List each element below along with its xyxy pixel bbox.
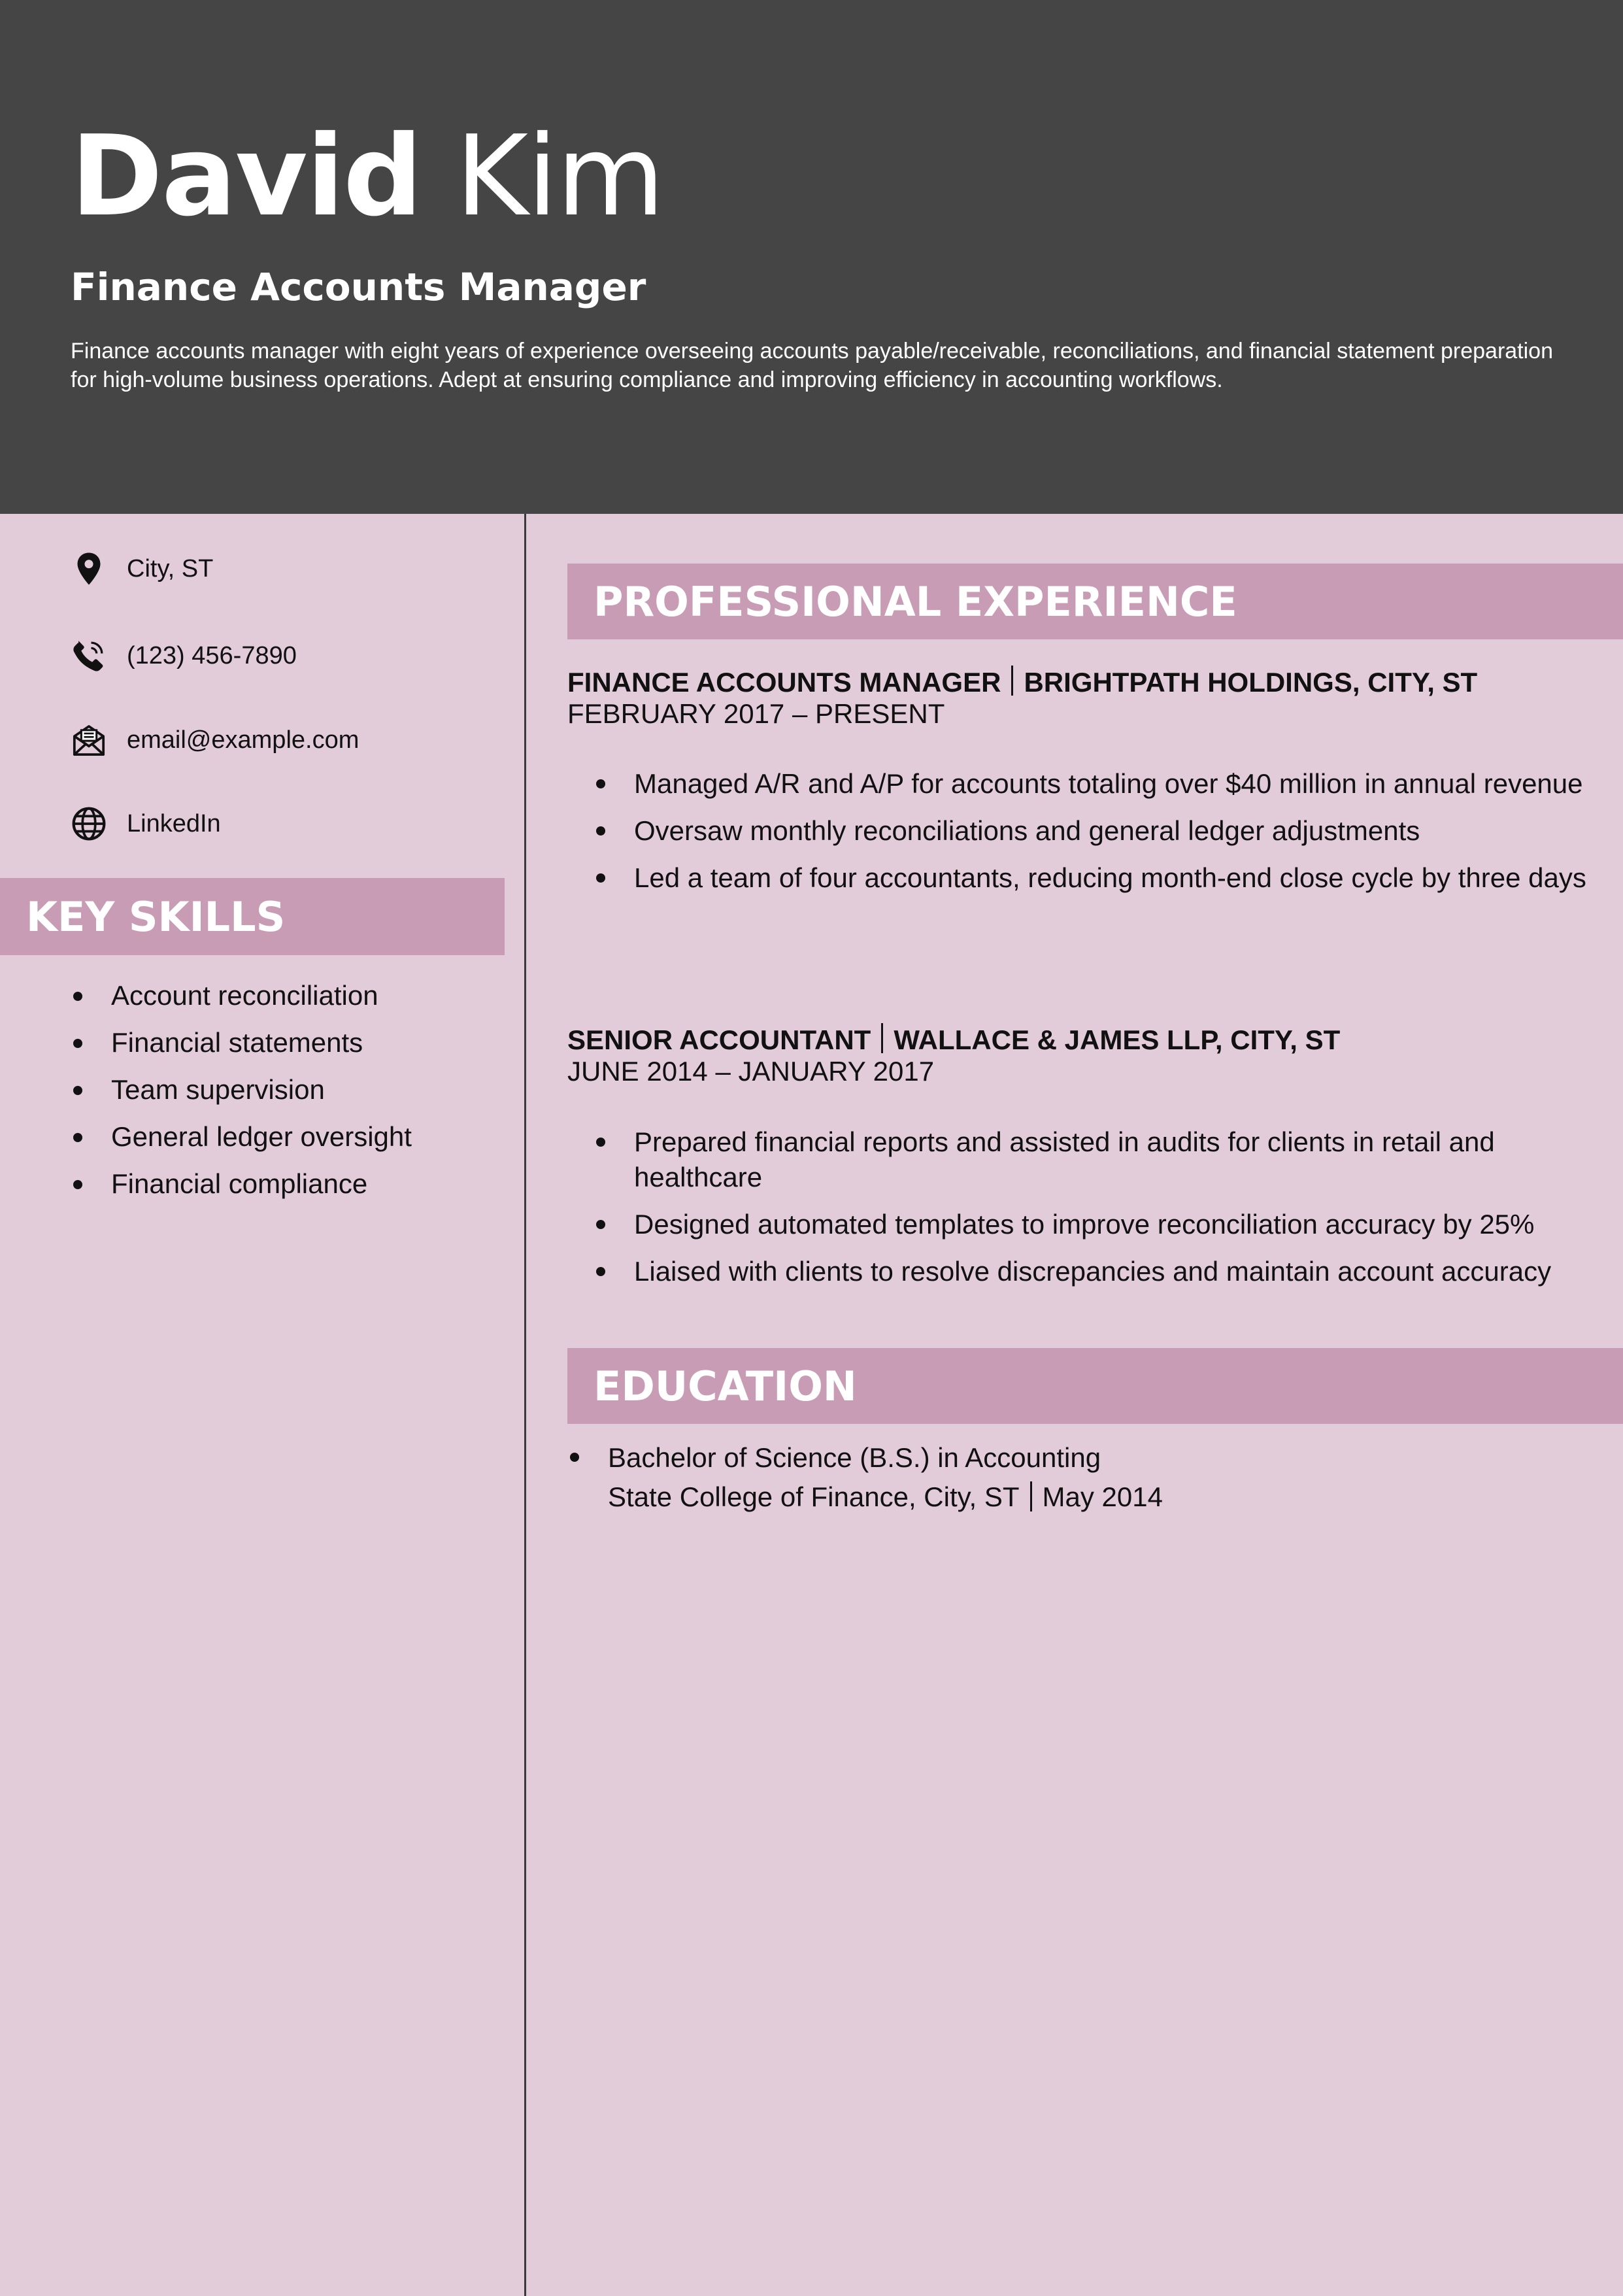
job-header (567, 1023, 1340, 1054)
job-dates: JUNE 2014 – JANUARY 2017 (567, 1056, 935, 1087)
envelope-icon (71, 722, 107, 758)
linkedin-text: LinkedIn (127, 810, 221, 837)
graduation-date: May 2014 (1042, 1481, 1163, 1512)
job-title: SENIOR ACCOUNTANT (567, 1024, 871, 1055)
contact-phone (71, 630, 297, 682)
duty-item: Led a team of four accountants, reducing month-end close cycle by three days (567, 860, 1600, 896)
duties-list (567, 1124, 1600, 1301)
job-company: BRIGHTPATH HOLDINGS, CITY, ST (1024, 667, 1478, 698)
duty-item: Prepared financial reports and assisted in audits for clients in retail and healthcare (567, 1124, 1600, 1195)
location-text: City, ST (127, 555, 214, 582)
skill-item: Team supervision (71, 1076, 412, 1123)
globe-icon (71, 805, 107, 842)
contact-linkedin (71, 798, 221, 850)
skills-list (71, 982, 412, 1217)
duty-item: Managed A/R and A/P for accounts totaling over $40 million in annual revenue (567, 766, 1600, 802)
phone-icon (71, 637, 107, 674)
job-company: WALLACE & JAMES LLP, CITY, ST (894, 1024, 1341, 1055)
school-line (608, 1477, 1163, 1517)
duties-list (567, 766, 1600, 907)
phone-text: (123) 456-7890 (127, 642, 297, 669)
job-header (567, 666, 1477, 696)
job-title: Finance Accounts Manager (71, 265, 646, 309)
header-banner (0, 0, 1623, 514)
summary-text: Finance accounts manager with eight years of experience overseeing accounts payable/receivable, reconciliations, and financial statement preparation for high-volume business operations. Adept at ensuring compliance and improving efficiency in accounting workflows. (71, 339, 1553, 392)
skills-heading: KEY SKILLS (0, 878, 505, 955)
separator (1030, 1481, 1032, 1511)
column-divider (524, 514, 526, 2296)
duty-item: Oversaw monthly reconciliations and general ledger adjustments (567, 813, 1600, 849)
separator (881, 1023, 883, 1053)
job-dates: FEBRUARY 2017 – PRESENT (567, 698, 945, 729)
duty-item: Designed automated templates to improve reconciliation accuracy by 25% (567, 1207, 1600, 1242)
school: State College of Finance, City, ST (608, 1481, 1020, 1512)
duty-item: Liaised with clients to resolve discrepancies and maintain account accuracy (567, 1254, 1600, 1289)
contact-email (71, 714, 359, 766)
skill-item: Account reconciliation (71, 982, 412, 1029)
candidate-name (71, 112, 663, 241)
last-name: Kim (455, 112, 663, 241)
skill-item: Financial statements (71, 1029, 412, 1076)
separator (1011, 666, 1013, 696)
skill-item: Financial compliance (71, 1170, 412, 1217)
job-title: FINANCE ACCOUNTS MANAGER (567, 667, 1001, 698)
map-pin-icon (71, 550, 107, 587)
experience-heading: PROFESSIONAL EXPERIENCE (567, 564, 1623, 639)
email-text: email@example.com (127, 726, 360, 754)
degree: Bachelor of Science (B.S.) in Accounting (608, 1442, 1101, 1473)
contact-location (71, 543, 213, 595)
skill-item: General ledger oversight (71, 1123, 412, 1170)
education-entry (567, 1438, 1163, 1517)
education-heading: EDUCATION (567, 1348, 1623, 1424)
first-name: David (71, 112, 422, 241)
